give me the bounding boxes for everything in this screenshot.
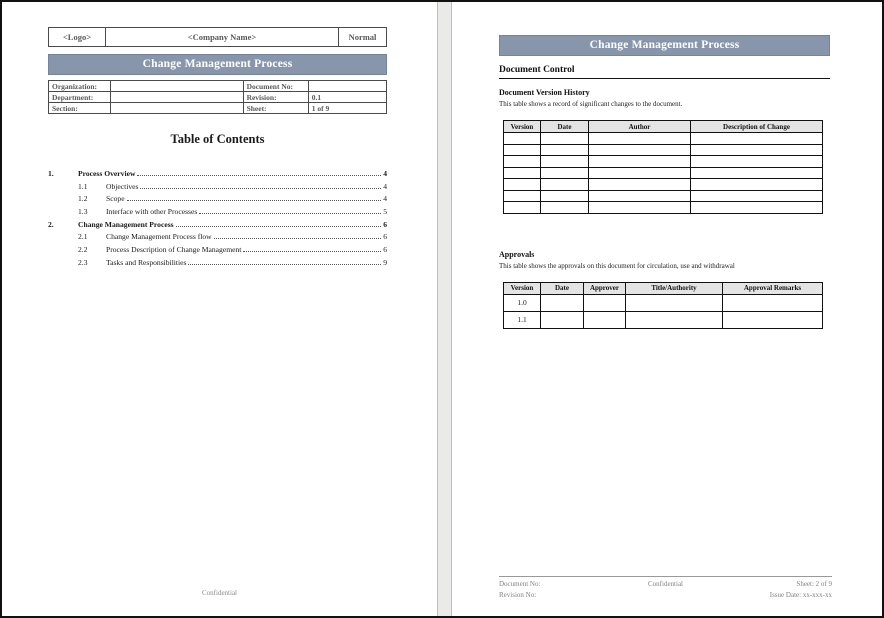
column-header: Date <box>541 121 589 133</box>
logo-placeholder: <Logo> <box>49 28 106 47</box>
table-row <box>504 133 823 145</box>
page-2-footer <box>499 576 832 600</box>
empty-cell <box>589 156 691 168</box>
company-name: <Company Name> <box>106 28 339 47</box>
toc-dotted-leader <box>214 238 382 239</box>
empty-cell <box>504 133 541 145</box>
empty-cell <box>541 144 589 156</box>
toc-entry-label: Interface with other Processes <box>106 207 198 217</box>
empty-cell <box>626 294 723 311</box>
table-row <box>504 202 823 214</box>
table-of-contents <box>48 169 387 271</box>
footer-revision-no: Revision No: <box>499 590 537 599</box>
toc-entry-page: 4 <box>383 169 387 178</box>
empty-cell <box>541 133 589 145</box>
toc-entry-label: Change Management Process flow <box>106 232 212 242</box>
column-header: Description of Change <box>691 121 823 133</box>
empty-cell <box>589 133 691 145</box>
empty-cell <box>589 144 691 156</box>
info-value <box>308 81 386 92</box>
toc-entry-page: 4 <box>383 194 387 204</box>
empty-cell <box>541 167 589 179</box>
toc-dotted-leader <box>243 251 381 252</box>
version-history-description: This table shows a record of significant changes to the document. <box>499 100 683 108</box>
empty-cell <box>589 167 691 179</box>
toc-entry-page: 6 <box>383 232 387 242</box>
table-row <box>504 144 823 156</box>
column-header: Version <box>504 121 541 133</box>
empty-cell <box>691 202 823 214</box>
toc-entry[interactable] <box>48 258 387 271</box>
page-1-content <box>2 2 437 271</box>
toc-entry[interactable] <box>48 232 387 245</box>
document-info-table <box>48 80 387 114</box>
empty-cell <box>723 294 823 311</box>
toc-entry[interactable] <box>48 220 387 233</box>
info-value: 1 of 9 <box>308 103 386 114</box>
column-header: Title/Authority <box>626 282 723 294</box>
footer-sheet: Sheet: 2 of 9 <box>796 580 832 588</box>
empty-cell <box>584 294 626 311</box>
toc-entry-number: 2.1 <box>78 232 88 242</box>
version-history-table <box>503 120 823 214</box>
table-row <box>504 179 823 191</box>
toc-dotted-leader <box>199 213 381 214</box>
toc-dotted-leader <box>137 175 381 176</box>
empty-cell <box>541 190 589 202</box>
document-status: Normal <box>339 28 387 47</box>
toc-entry-label: Scope <box>106 194 125 204</box>
version-history-title: Document Version History <box>499 88 590 97</box>
page-gap <box>437 2 452 616</box>
toc-entry-number: 2. <box>48 219 54 229</box>
empty-cell <box>504 190 541 202</box>
empty-cell <box>541 156 589 168</box>
empty-cell <box>589 179 691 191</box>
empty-cell <box>504 144 541 156</box>
info-value <box>111 81 243 92</box>
empty-cell <box>504 156 541 168</box>
table-row <box>504 190 823 202</box>
column-header: Date <box>541 282 584 294</box>
toc-entry-label: Tasks and Responsibilities <box>106 257 187 267</box>
toc-entry-number: 1.2 <box>78 194 88 204</box>
toc-entry-page: 6 <box>383 245 387 255</box>
empty-cell <box>691 167 823 179</box>
toc-entry[interactable] <box>48 245 387 258</box>
toc-dotted-leader <box>188 264 381 265</box>
toc-entry-label: Objectives <box>106 181 139 191</box>
info-value: 0.1 <box>308 92 386 103</box>
version-cell: 1.1 <box>504 311 541 328</box>
section-title-document-control: Document Control <box>499 65 830 79</box>
info-label: Section: <box>49 103 111 114</box>
table-row <box>504 167 823 179</box>
info-label: Revision: <box>243 92 308 103</box>
page-2-content <box>452 2 882 329</box>
toc-entry-label: Process Overview <box>78 169 136 178</box>
empty-cell <box>504 202 541 214</box>
info-row <box>49 103 387 114</box>
column-header: Version <box>504 282 541 294</box>
toc-entry-number: 1.1 <box>78 181 88 191</box>
empty-cell <box>691 133 823 145</box>
footer-left <box>499 579 610 600</box>
empty-cell <box>541 311 584 328</box>
table-row <box>504 156 823 168</box>
toc-dotted-leader <box>140 188 381 189</box>
empty-cell <box>504 179 541 191</box>
toc-entry-number: 2.2 <box>78 245 88 255</box>
toc-entry-page: 5 <box>383 207 387 217</box>
info-label: Department: <box>49 92 111 103</box>
empty-cell <box>691 156 823 168</box>
toc-title: Table of Contents <box>170 132 265 146</box>
toc-entry-page: 6 <box>383 219 387 229</box>
toc-entry-label: Change Management Process <box>78 219 174 229</box>
company-header-table <box>48 27 387 47</box>
column-header: Approval Remarks <box>723 282 823 294</box>
footer-issue-date: Issue Date: xx-xxx-xx <box>769 590 832 599</box>
footer-confidential: Confidential <box>648 580 683 588</box>
table-header-row <box>504 282 823 294</box>
toc-entry-number: 2.3 <box>78 257 88 267</box>
empty-cell <box>541 179 589 191</box>
toc-entry-page: 4 <box>383 181 387 191</box>
toc-entry[interactable] <box>48 182 387 195</box>
document-title-banner: Change Management Process <box>48 54 387 75</box>
toc-entry[interactable] <box>48 169 387 182</box>
document-title-banner: Change Management Process <box>499 35 830 56</box>
approvals-title: Approvals <box>499 249 535 259</box>
footer-confidential: Confidential <box>202 589 237 597</box>
table-row <box>504 311 823 328</box>
empty-cell <box>541 202 589 214</box>
info-value <box>111 103 243 114</box>
table-row <box>504 294 823 311</box>
info-label: Sheet: <box>243 103 308 114</box>
empty-cell <box>589 202 691 214</box>
empty-cell <box>691 179 823 191</box>
empty-cell <box>691 144 823 156</box>
info-row <box>49 81 387 92</box>
toc-entry[interactable] <box>48 194 387 207</box>
info-value <box>111 92 243 103</box>
toc-dotted-leader <box>127 200 382 201</box>
page-2 <box>452 2 882 616</box>
approvals-table <box>503 282 823 329</box>
version-cell: 1.0 <box>504 294 541 311</box>
empty-cell <box>723 311 823 328</box>
footer-document-no: Document No: <box>499 580 541 588</box>
info-row <box>49 92 387 103</box>
page-1 <box>2 2 437 616</box>
empty-cell <box>504 167 541 179</box>
approvals-description: This table shows the approvals on this document for circulation, use and withdrawal <box>499 261 735 270</box>
toc-entry[interactable] <box>48 207 387 220</box>
table-header-row <box>504 121 823 133</box>
toc-dotted-leader <box>176 226 382 227</box>
empty-cell <box>691 190 823 202</box>
info-label: Organization: <box>49 81 111 92</box>
empty-cell <box>541 294 584 311</box>
toc-entry-label: Process Description of Change Management <box>106 245 242 255</box>
empty-cell <box>589 190 691 202</box>
toc-entry-page: 9 <box>383 257 387 267</box>
toc-entry-number: 1.3 <box>78 207 88 217</box>
column-header: Approver <box>584 282 626 294</box>
info-label: Document No: <box>243 81 308 92</box>
footer-right <box>721 579 832 600</box>
empty-cell <box>626 311 723 328</box>
toc-entry-number: 1. <box>48 169 54 178</box>
column-header: Author <box>589 121 691 133</box>
empty-cell <box>584 311 626 328</box>
